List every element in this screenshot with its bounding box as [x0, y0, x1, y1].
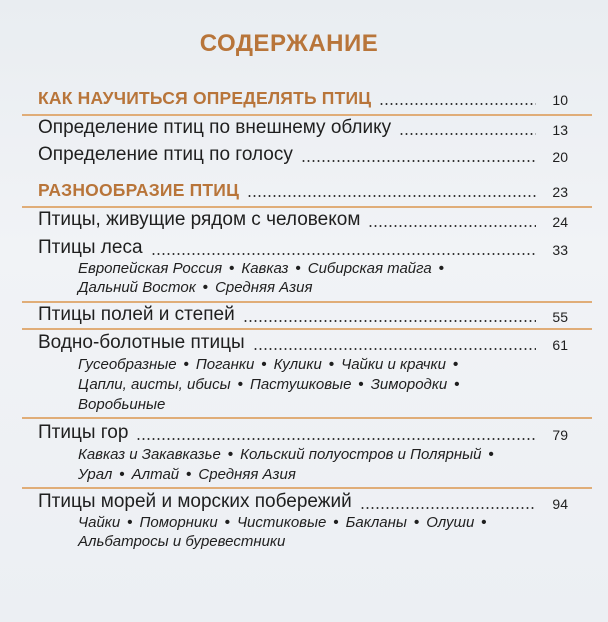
- toc-page-number: 55: [552, 309, 568, 325]
- subtopic-item: Поганки: [195, 356, 255, 373]
- subtopic-item: Гусеобразные: [78, 356, 177, 373]
- subtopic-item: Кавказ: [241, 260, 289, 277]
- bullet-separator: •: [202, 279, 209, 296]
- dot-leader: [151, 253, 536, 255]
- subtopic-line: [78, 278, 548, 297]
- bullet-separator: •: [119, 466, 125, 483]
- subtopic-line: [78, 532, 548, 551]
- bullet-separator: •: [186, 466, 192, 483]
- toc-entry: [38, 236, 568, 260]
- toc-entry-label: Определение птиц по внешнему облику: [38, 117, 392, 138]
- toc-entry-label: Определение птиц по голосу: [38, 144, 293, 165]
- subtopic-item: Урал: [78, 466, 113, 483]
- bullet-separator: •: [488, 446, 494, 463]
- toc-page-number: 23: [552, 184, 568, 200]
- toc-page-number: 33: [552, 242, 568, 258]
- toc-entry-label: КАК НАУЧИТЬСЯ ОПРЕДЕЛЯТЬ ПТИЦ: [38, 88, 372, 108]
- dot-leader: [301, 160, 536, 162]
- subtopic-line: [78, 259, 548, 278]
- toc-entry: [38, 178, 568, 202]
- subtopic-line: [78, 445, 548, 464]
- toc-entry-label: Птицы леса: [38, 237, 143, 258]
- toc-entry-label: Птицы гор: [38, 422, 129, 443]
- dot-leader: [360, 507, 536, 509]
- toc-page-number: 61: [552, 337, 568, 353]
- toc-entry: [38, 421, 568, 445]
- dot-leader: [253, 348, 536, 350]
- subtopic-line: [78, 355, 548, 374]
- toc-entry: [38, 143, 568, 167]
- subtopic-item: Поморники: [139, 514, 218, 531]
- toc-entry: [38, 116, 568, 140]
- bullet-separator: •: [358, 376, 364, 393]
- bullet-separator: •: [452, 356, 459, 373]
- divider-rule: [22, 328, 592, 330]
- toc-entry-label: Птицы морей и морских побережий: [38, 491, 352, 512]
- subtopic-item: Европейская Россия: [78, 260, 223, 277]
- divider-rule: [22, 417, 592, 419]
- divider-rule: [22, 487, 592, 489]
- bullet-separator: •: [454, 376, 460, 393]
- dot-leader: [247, 195, 536, 197]
- subtopic-item: Дальний Восток: [78, 279, 196, 296]
- bullet-separator: •: [328, 356, 335, 373]
- subtopic-item: Средняя Азия: [198, 466, 296, 483]
- toc-entry-label: Водно-болотные птицы: [38, 332, 245, 353]
- subtopic-item: Кольский полуостров и Полярный: [240, 446, 482, 463]
- subtopic-item: Бакланы: [345, 514, 407, 531]
- toc-page-number: 10: [552, 92, 568, 108]
- subtopic-item: Алтай: [131, 466, 180, 483]
- bullet-separator: •: [295, 260, 301, 277]
- bullet-separator: •: [229, 260, 235, 277]
- dot-leader: [368, 225, 536, 227]
- toc-page-number: 20: [552, 149, 568, 165]
- subtopic-item: Олуши: [426, 514, 475, 531]
- toc-page-number: 24: [552, 214, 568, 230]
- toc-entry: [38, 303, 568, 327]
- subtopic-item: Зимородки: [370, 376, 448, 393]
- dot-leader: [136, 438, 536, 440]
- toc-page-number: 94: [552, 496, 568, 512]
- page-title: СОДЕРЖАНИЕ: [199, 30, 379, 57]
- bullet-separator: •: [227, 446, 234, 463]
- bullet-separator: •: [224, 514, 230, 531]
- subtopic-line: [78, 395, 548, 414]
- subtopic-item: Пастушковые: [249, 376, 352, 393]
- subtopic-item: Средняя Азия: [215, 279, 313, 296]
- toc-entry-label: Птицы полей и степей: [38, 304, 235, 325]
- toc-entry-label: РАЗНООБРАЗИЕ ПТИЦ: [38, 180, 240, 200]
- subtopic-line: [78, 375, 548, 394]
- subtopic-item: Чайки и крачки: [341, 356, 446, 373]
- bullet-separator: •: [413, 514, 420, 531]
- toc-entry: [38, 490, 568, 514]
- bullet-separator: •: [237, 376, 243, 393]
- subtopic-item: Альбатросы и буревестники: [78, 533, 286, 550]
- bullet-separator: •: [438, 260, 444, 277]
- bullet-separator: •: [261, 356, 267, 373]
- dot-leader: [379, 103, 536, 105]
- subtopic-item: Кавказ и Закавказье: [78, 446, 221, 463]
- subtopic-item: Цапли, аисты, ибисы: [78, 376, 231, 393]
- subtopic-line: [78, 465, 548, 484]
- dot-leader: [399, 133, 536, 135]
- subtopic-item: Сибирская тайга: [307, 260, 432, 277]
- subtopic-item: Воробьиные: [78, 396, 166, 413]
- subtopic-item: Чистиковые: [236, 514, 327, 531]
- subtopic-item: Чайки: [78, 514, 121, 531]
- toc-entry-label: Птицы, живущие рядом с человеком: [38, 209, 361, 230]
- toc-entry: [38, 208, 568, 232]
- toc-page-number: 13: [552, 122, 568, 138]
- toc-entry: [38, 331, 568, 355]
- subtopic-item: Кулики: [273, 356, 322, 373]
- toc-page-number: 79: [552, 427, 568, 443]
- bullet-separator: •: [127, 514, 133, 531]
- bullet-separator: •: [481, 514, 487, 531]
- subtopic-line: [78, 513, 548, 532]
- bullet-separator: •: [183, 356, 189, 373]
- toc-entry: [38, 86, 568, 110]
- bullet-separator: •: [333, 514, 339, 531]
- dot-leader: [243, 320, 536, 322]
